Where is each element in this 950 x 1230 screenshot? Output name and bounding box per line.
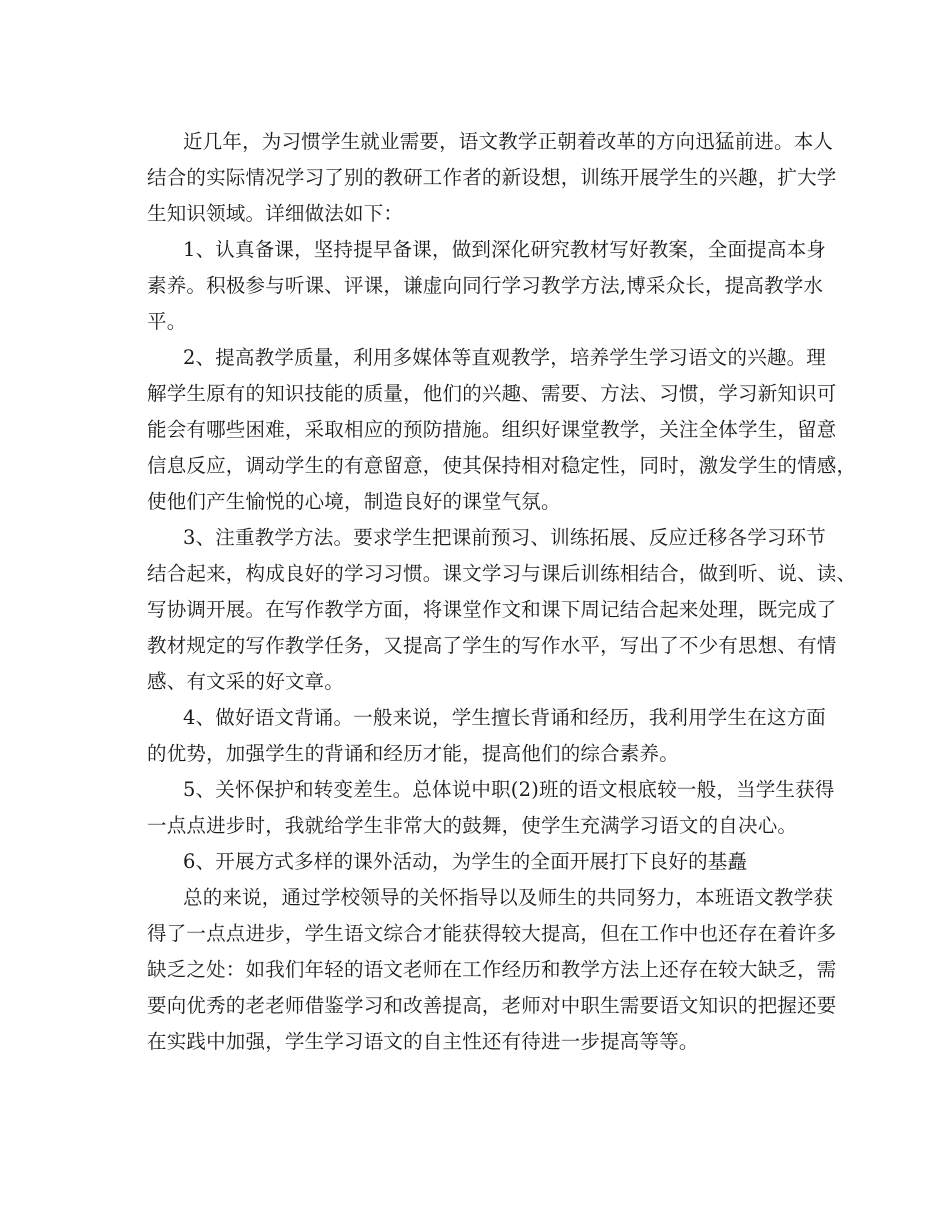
paragraph-line: 缺乏之处：如我们年轻的语文老师在工作经历和教学方法上还存在较大缺乏，需 <box>147 958 837 981</box>
paragraph-line: 生知识领域。详细做法如下： <box>147 202 404 225</box>
paragraph-line: 写协调开展。在写作教学方面，将课堂作文和课下周记结合起来处理，既完成了 <box>147 598 837 621</box>
paragraph-line: 结合的实际情况学习了别的教研工作者的新设想，训练开展学生的兴趣，扩大学 <box>147 166 837 189</box>
paragraph-line: 结合起来，构成良好的学习习惯。课文学习与课后训练相结合，做到听、说、读、 <box>147 562 857 585</box>
paragraph-line: 5、关怀保护和转变差生。总体说中职(2)班的语文根底较一般，当学生获得 <box>183 778 835 801</box>
paragraph-line: 感、有文采的好文章。 <box>147 670 345 693</box>
paragraph-line: 能会有哪些困难，采取相应的预防措施。组织好课堂教学，关注全体学生，留意 <box>147 418 837 441</box>
paragraph-line: 近几年，为习惯学生就业需要，语文教学正朝着改革的方向迅猛前进。本人 <box>183 130 834 153</box>
paragraph-line: 使他们产生愉悦的心境，制造良好的课堂气氛。 <box>147 490 561 513</box>
paragraph-line: 素养。积极参与听课、评课，谦虚向同行学习教学方法,博采众长，提高教学水 <box>147 274 824 297</box>
paragraph-line: 教材规定的写作教学任务，又提高了学生的写作水平，写出了不少有思想、有情 <box>147 634 837 657</box>
paragraph-line: 要向优秀的老老师借鉴学习和改善提高，老师对中职生需要语文知识的把握还要 <box>147 994 837 1017</box>
paragraph-line: 1、认真备课，坚持提早备课，做到深化研究教材写好教案，全面提高本身 <box>183 238 827 261</box>
paragraph-line: 6、开展方式多样的课外活动，为学生的全面开展打下良好的基矗 <box>183 850 748 873</box>
paragraph-line: 得了一点点进步，学生语文综合才能获得较大提高，但在工作中也还存在着许多 <box>147 922 837 945</box>
paragraph-line: 解学生原有的知识技能的质量，他们的兴趣、需要、方法、习惯，学习新知识可 <box>147 382 837 405</box>
paragraph-line: 信息反应，调动学生的有意留意，使其保持相对稳定性，同时，激发学生的情感， <box>147 454 857 477</box>
paragraph-line: 4、做好语文背诵。一般来说，学生擅长背诵和经历，我利用学生在这方面 <box>183 706 827 729</box>
paragraph-line: 在实践中加强，学生学习语文的自主性还有待进一步提高等等。 <box>147 1030 699 1053</box>
paragraph-line: 平。 <box>147 310 187 333</box>
paragraph-line: 一点点进步时，我就给学生非常大的鼓舞，使学生充满学习语文的自决心。 <box>147 814 798 837</box>
paragraph-line: 2、提高教学质量，利用多媒体等直观教学，培养学生学习语文的兴趣。理 <box>183 346 827 369</box>
paragraph-line: 的优势，加强学生的背诵和经历才能，提高他们的综合素养。 <box>147 742 679 765</box>
paragraph-line: 3、注重教学方法。要求学生把课前预习、训练拓展、反应迁移各学习环节 <box>183 526 827 549</box>
paragraph-line: 总的来说，通过学校领导的关怀指导以及师生的共同努力，本班语文教学获 <box>183 886 834 909</box>
